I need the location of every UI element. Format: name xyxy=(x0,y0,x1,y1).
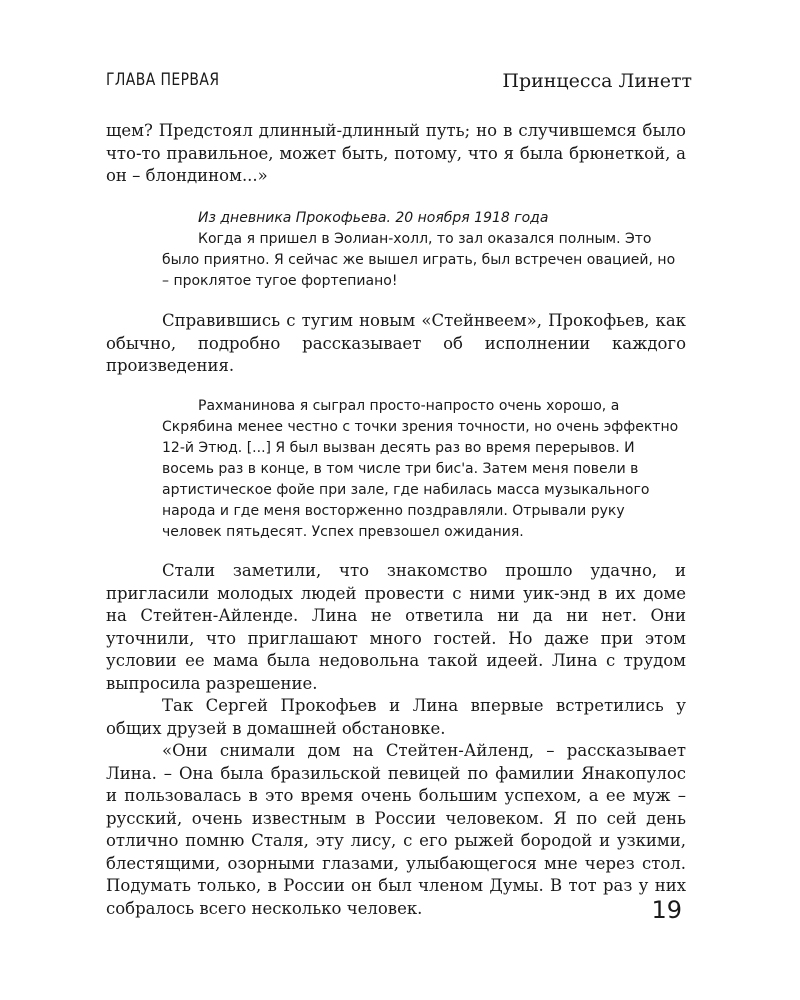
paragraph-text: Так Сергей Прокофьев и Лина впервые встретились у общих друзей в домашней обстановке. xyxy=(106,696,686,738)
paragraph-text: щем? Предстоял длинный-длинный путь; но в случившемся было что-то правильное, может быть, потому, что я была брюнеткой, а он – блондином...» xyxy=(106,121,686,185)
quote-text: Когда я пришел в Эолиан-холл, то зал оказался полным. Это было приятно. Я сейчас же вышел играть, был встречен овацией, но – проклятое тугое фортепиано! xyxy=(162,231,676,289)
diary-quote-1 xyxy=(162,208,682,292)
paragraph-text: «Они снимали дом на Стейтен-Айленд, – рассказывает Лина. – Она была бразильской певицей по фамилии Янакопулос и пользовалась в это время очень большим успехом, а ее муж – русский, очень известным в России человеком. Я по сей день отлично помню Сталя, эту лису, с его рыжей бородой и узкими, блестящими, озорными глазами, улыбающегося мне через стол. Подумать только, в России он был членом Думы. В тот раз у них собралось всего несколько человек. xyxy=(106,741,686,918)
page-number: 19 xyxy=(651,896,682,924)
quote-title: Из дневника Прокофьева. 20 ноября 1918 года xyxy=(198,210,549,226)
running-title: Принцесса Линетт xyxy=(502,70,692,92)
quote-text: Рахманинова я сыграл просто-напросто очень хорошо, а Скрябина менее честно с точки зрения точности, но очень эффектно 12-й Этюд. [...] Я был вызван десять раз во время перерывов. И восемь раз в конце, в том числе три бис'а. Затем меня повели в артистическое фойе при зале, где набилась масса музыкального народа и где меня восторженно поздравляли. Отрывали руку человек пятьдесят. Успех превзошел ожидания. xyxy=(162,398,679,540)
paragraph-text: Справившись с тугим новым «Стейнвеем», Прокофьев, как обычно, подробно рассказывает об исполнении каждого произведения. xyxy=(106,311,686,375)
chapter-header: ГЛАВА ПЕРВАЯ xyxy=(106,70,220,90)
paragraph-continuation xyxy=(106,120,686,188)
diary-quote-2 xyxy=(162,396,682,543)
paragraph-text: Стали заметили, что знакомство прошло удачно, и пригласили молодых людей провести с ними уик-энд в их доме на Стейтен-Айленде. Лина не ответила ни да ни нет. Они уточнили, что приглашают много гостей. Но даже при этом условии ее мама была недовольна такой идеей. Лина с трудом выпросила разрешение. xyxy=(106,561,686,693)
paragraph-steinway xyxy=(106,310,686,378)
main-text xyxy=(106,560,686,920)
